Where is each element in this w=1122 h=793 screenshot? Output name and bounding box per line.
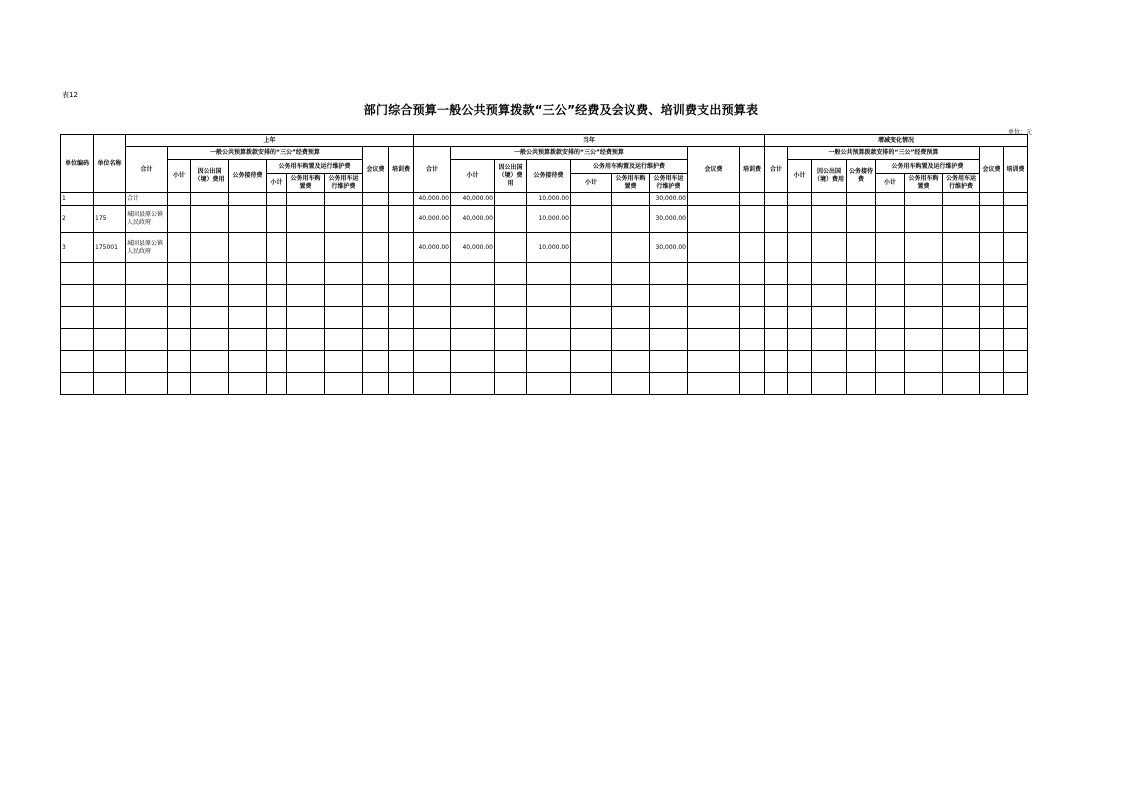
- header-unit-code: 单位编码: [61, 135, 94, 193]
- header-curr-reception: 公务接待费: [527, 160, 571, 193]
- cell-code: 3: [61, 233, 94, 263]
- table-row: [61, 329, 1028, 351]
- header-prev-san-gong: 一般公共预算拨款安排的“三公”经费预算: [168, 147, 363, 160]
- cell-curr-subtotal: 40,000.00: [451, 233, 495, 263]
- cell-curr-total: 40,000.00: [414, 206, 451, 233]
- cell-code: 1: [61, 193, 94, 206]
- cell-name-code: 175001: [94, 233, 126, 263]
- header-prev-meeting: 会议费: [363, 147, 389, 193]
- header-prev-total: 合计: [126, 147, 168, 193]
- table-row: [61, 263, 1028, 285]
- header-change-san-gong: 一般公共预算拨款安排的“三公”经费预算: [788, 147, 980, 160]
- table-row: [61, 351, 1028, 373]
- header-change: 增减变化情况: [765, 135, 1028, 147]
- cell-name: 城固县原公镇人民政府: [126, 206, 168, 233]
- cell-curr-reception: 10,000.00: [527, 206, 571, 233]
- header-curr-vehicle-maint: 公务用车运行维护费: [650, 174, 688, 193]
- header-curr-year: 当年: [414, 135, 765, 147]
- header-change-vehicle-group: 公务用车购置及运行维护费: [876, 160, 980, 174]
- header-prev-year: 上年: [126, 135, 414, 147]
- header-curr-vehicle-group: 公务用车购置及运行维护费: [571, 160, 688, 174]
- cell-curr-reception: 10,000.00: [527, 233, 571, 263]
- header-change-training: 培训费: [1004, 147, 1028, 193]
- header-change-subtotal: 小计: [788, 160, 812, 193]
- budget-table: [60, 134, 1028, 395]
- cell-curr-total: 40,000.00: [414, 233, 451, 263]
- header-change-meeting: 会议费: [980, 147, 1004, 193]
- header-prev-training: 培训费: [389, 147, 414, 193]
- table-number-label: 表12: [62, 91, 78, 99]
- cell-curr-subtotal: 40,000.00: [451, 193, 495, 206]
- table-row: [61, 307, 1028, 329]
- cell-name: 城固县原公镇人民政府: [126, 233, 168, 263]
- header-change-abroad: 因公出国（境）费用: [812, 160, 847, 193]
- header-prev-vehicle-group: 公务用车购置及运行维护费: [267, 160, 363, 174]
- header-change-reception: 公务接待费: [847, 160, 876, 193]
- document-title: 部门综合预算一般公共预算拨款“三公”经费及会议费、培训费支出预算表: [363, 103, 759, 117]
- header-change-vehicle-purchase: 公务用车购置费: [905, 174, 943, 193]
- table-row: [61, 193, 1028, 206]
- table-row: [61, 373, 1028, 395]
- cell-code: 2: [61, 206, 94, 233]
- header-prev-vehicle-subtotal: 小计: [267, 174, 287, 193]
- header-curr-subtotal: 小计: [451, 160, 495, 193]
- unit-label: 单位：元: [1007, 129, 1032, 136]
- table-row: [61, 285, 1028, 307]
- header-prev-vehicle-purchase: 公务用车购置费: [287, 174, 325, 193]
- header-curr-total: 合计: [414, 147, 451, 193]
- header-change-vehicle-maint: 公务用车运行维护费: [943, 174, 980, 193]
- cell-curr-vehicle-maint: 30,000.00: [650, 206, 688, 233]
- cell-name: 合计: [126, 193, 168, 206]
- cell-curr-vehicle-maint: 30,000.00: [650, 193, 688, 206]
- cell-curr-total: 40,000.00: [414, 193, 451, 206]
- table-row: [61, 233, 1028, 263]
- cell-curr-vehicle-maint: 30,000.00: [650, 233, 688, 263]
- header-curr-meeting: 会议费: [688, 147, 740, 193]
- header-unit-name: 单位名称: [94, 135, 126, 193]
- cell-curr-reception: 10,000.00: [527, 193, 571, 206]
- header-curr-training: 培训费: [740, 147, 765, 193]
- header-curr-vehicle-purchase: 公务用车购置费: [612, 174, 650, 193]
- header-prev-vehicle-maint: 公务用车运行维护费: [325, 174, 363, 193]
- cell-name-code: 175: [94, 206, 126, 233]
- cell-curr-subtotal: 40,000.00: [451, 206, 495, 233]
- header-curr-vehicle-subtotal: 小计: [571, 174, 612, 193]
- header-curr-abroad: 因公出国（境）费用: [495, 160, 527, 193]
- table-row: [61, 206, 1028, 233]
- header-prev-reception: 公务接待费: [229, 160, 267, 193]
- header-change-vehicle-subtotal: 小计: [876, 174, 905, 193]
- header-curr-san-gong: 一般公共预算拨款安排的“三公”经费预算: [451, 147, 688, 160]
- header-prev-abroad: 因公出国（境）费用: [191, 160, 229, 193]
- header-prev-subtotal: 小计: [168, 160, 191, 193]
- header-change-total: 合计: [765, 147, 788, 193]
